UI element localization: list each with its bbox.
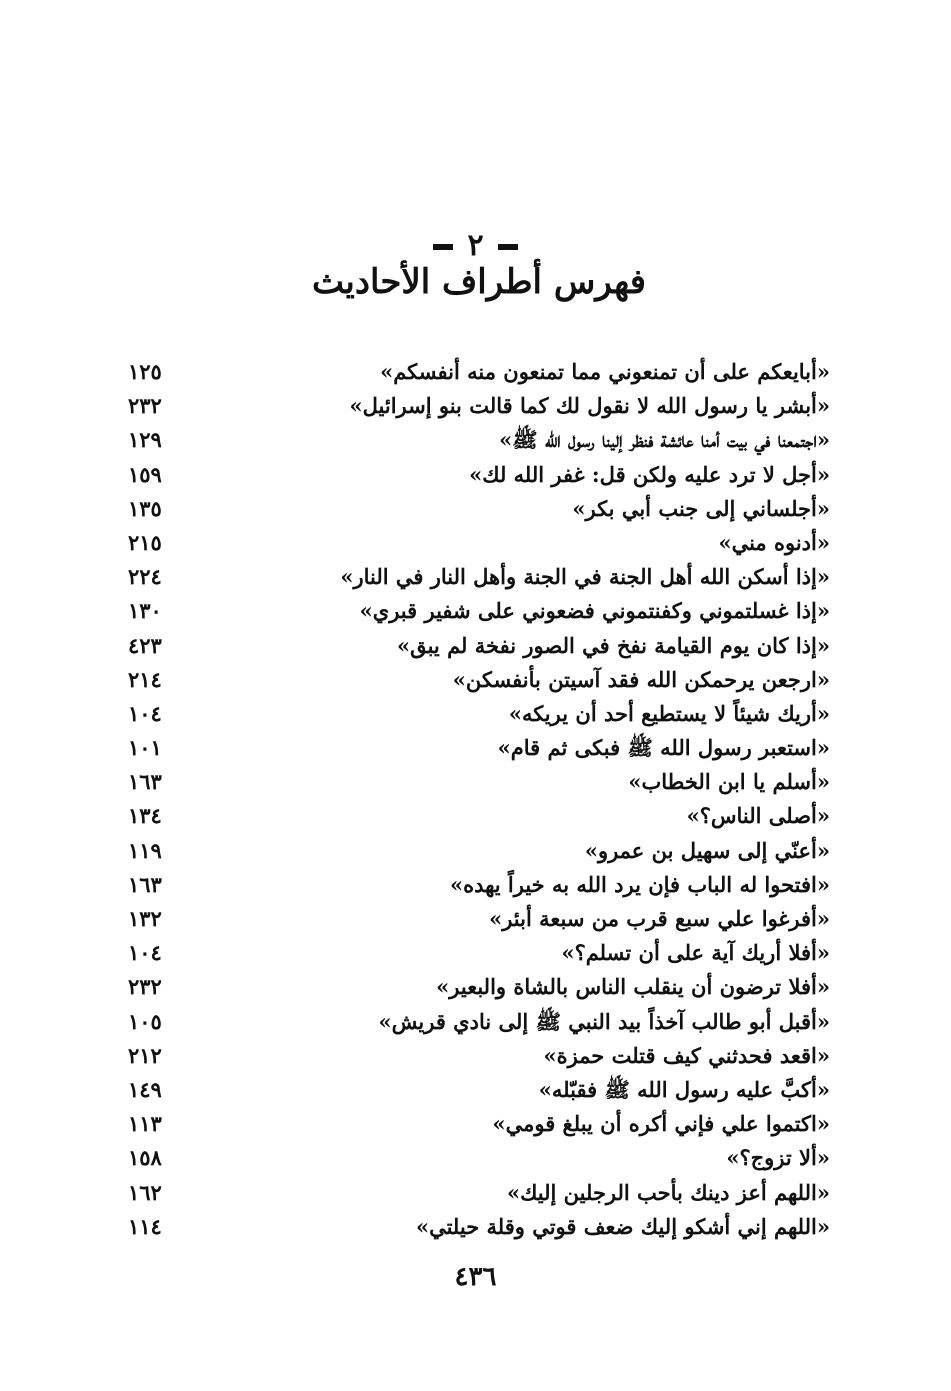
index-entry: [118, 731, 830, 765]
index-entry: [118, 1107, 830, 1141]
index-entry: [118, 1073, 830, 1107]
index-entry: [118, 1005, 830, 1039]
index-entry: [118, 697, 830, 731]
index-entry: [118, 1176, 830, 1210]
index-entry: [118, 1141, 830, 1175]
index-entry: [118, 1039, 830, 1073]
page-reference: ٢١٢: [128, 1042, 162, 1068]
dash-left: [433, 244, 453, 250]
hadith-text: «ارجعن يرحمكن الله فقد آسيتن بأنفسكن»: [452, 666, 830, 692]
page-reference: ١٣٤: [128, 803, 162, 829]
hadith-text: «اللهم أعز دينك بأحب الرجلين إليك»: [506, 1179, 830, 1205]
hadith-text: «أفلا أريك آية على أن تسلم؟»: [561, 940, 830, 966]
hadith-text: «أدنوه مني»: [718, 529, 830, 555]
page-reference: ٢١٥: [128, 529, 162, 555]
hadith-text: «أفلا ترضون أن ينقلب الناس بالشاة والبعير»: [436, 974, 830, 1000]
index-entry: [118, 936, 830, 970]
page-reference: ١٤٩: [128, 1076, 162, 1102]
hadith-text: «أجل لا ترد عليه ولكن قل: غفر الله لك»: [469, 461, 830, 487]
page-reference: ١٠١: [128, 735, 162, 761]
hadith-text: «أجلساني إلى جنب أبي بكر»: [572, 495, 830, 521]
page-reference: ١٢٥: [128, 359, 162, 384]
hadith-text: «اقعد فحدثني كيف قتلت حمزة»: [543, 1042, 830, 1068]
hadith-index-list: [118, 355, 830, 1244]
index-entry: [118, 902, 830, 936]
page-reference: ١١٣: [128, 1111, 162, 1137]
index-entry: [118, 389, 830, 423]
hadith-text: «إذا غسلتموني وكفنتموني فضعوني على شفير قبري»: [359, 598, 830, 624]
hadith-text: «أسلم يا ابن الخطاب»: [628, 769, 830, 795]
hadith-text: «أفرغوا علي سبع قرب من سبعة أبئر»: [489, 906, 830, 931]
page-reference: ١٦٢: [128, 1179, 162, 1205]
index-entry: [118, 799, 830, 833]
hadith-text: «اللهم إني أشكو إليك ضعف قوتي وقلة حيلتي»: [415, 1213, 830, 1239]
index-entry: [118, 492, 830, 526]
index-entry: [118, 629, 830, 663]
hadith-text: «إذا كان يوم القيامة نفخ في الصور نفخة لم يبق»: [396, 632, 830, 658]
page-title: فهرس أطراف الأحاديث: [311, 262, 647, 302]
page-reference: ٢١٤: [128, 666, 162, 692]
index-entry: [118, 1210, 830, 1244]
page-reference: ١٠٥: [128, 1008, 162, 1034]
page-reference: ١٣٥: [128, 495, 162, 521]
hadith-text: «أقبل أبو طالب آخذاً بيد النبي ﷺ إلى نادي قريش»: [378, 1008, 830, 1034]
index-entry: [118, 560, 830, 594]
page-reference: ١٠٤: [128, 700, 162, 726]
index-entry: [118, 970, 830, 1004]
hadith-text: «ألا تزوج؟»: [726, 1145, 830, 1171]
dash-right: [498, 244, 518, 250]
page-reference: ١٦٣: [128, 769, 162, 795]
page-number: ٤٣٦: [454, 1262, 497, 1292]
page-reference: ٤٢٣: [128, 632, 162, 658]
index-entry: [118, 423, 830, 457]
hadith-text: «افتحوا له الباب فإن يرد الله به خيراً يهده»: [449, 871, 830, 897]
page-reference: ١٦٣: [128, 871, 162, 897]
index-entry: [118, 834, 830, 868]
hadith-text: «أكبَّ عليه رسول الله ﷺ فقبّله»: [538, 1076, 830, 1102]
hadith-text: «إذا أسكن الله أهل الجنة في الجنة وأهل النار في النار»: [340, 564, 830, 590]
page-reference: ١٣٠: [128, 598, 162, 624]
page-reference: ١١٩: [128, 837, 162, 863]
hadith-text: «اجتمعنا في بيت أمنا عائشة فنظر إلينا رسول الله ﷺ»: [499, 427, 830, 453]
section-number-value: ٢: [467, 228, 484, 263]
page-reference: ١٥٩: [128, 461, 162, 487]
page-reference: ١٥٨: [128, 1145, 162, 1171]
index-entry: [118, 355, 830, 389]
page-reference: ١٠٤: [128, 940, 162, 966]
index-entry: [118, 868, 830, 902]
hadith-text: «اكتموا علي فإني أكره أن يبلغ قومي»: [492, 1111, 830, 1137]
page-reference: ٢٢٤: [128, 564, 162, 590]
page-reference: ١١٤: [128, 1213, 162, 1239]
page-reference: ١٣٢: [128, 906, 162, 931]
hadith-text: «أبايعكم على أن تمنعوني مما تمنعون منه أنفسكم»: [380, 359, 830, 384]
hadith-text: «أعنّي إلى سهيل بن عمرو»: [584, 837, 830, 863]
page-reference: ١٢٩: [128, 427, 162, 453]
page-reference: ٢٣٢: [128, 393, 162, 419]
index-entry: [118, 663, 830, 697]
index-entry: [118, 765, 830, 799]
hadith-text: «أبشر يا رسول الله لا نقول لك كما قالت بنو إسرائيل»: [349, 393, 830, 419]
index-entry: [118, 526, 830, 560]
hadith-text: «استعبر رسول الله ﷺ فبكى ثم قام»: [497, 735, 830, 761]
page-reference: ٢٣٢: [128, 974, 162, 1000]
hadith-text: «أصلى الناس؟»: [686, 803, 830, 829]
index-entry: [118, 594, 830, 628]
hadith-text: «أريك شيئاً لا يستطيع أحد أن يريكه»: [508, 700, 830, 726]
index-entry: [118, 458, 830, 492]
section-number: [0, 228, 951, 263]
